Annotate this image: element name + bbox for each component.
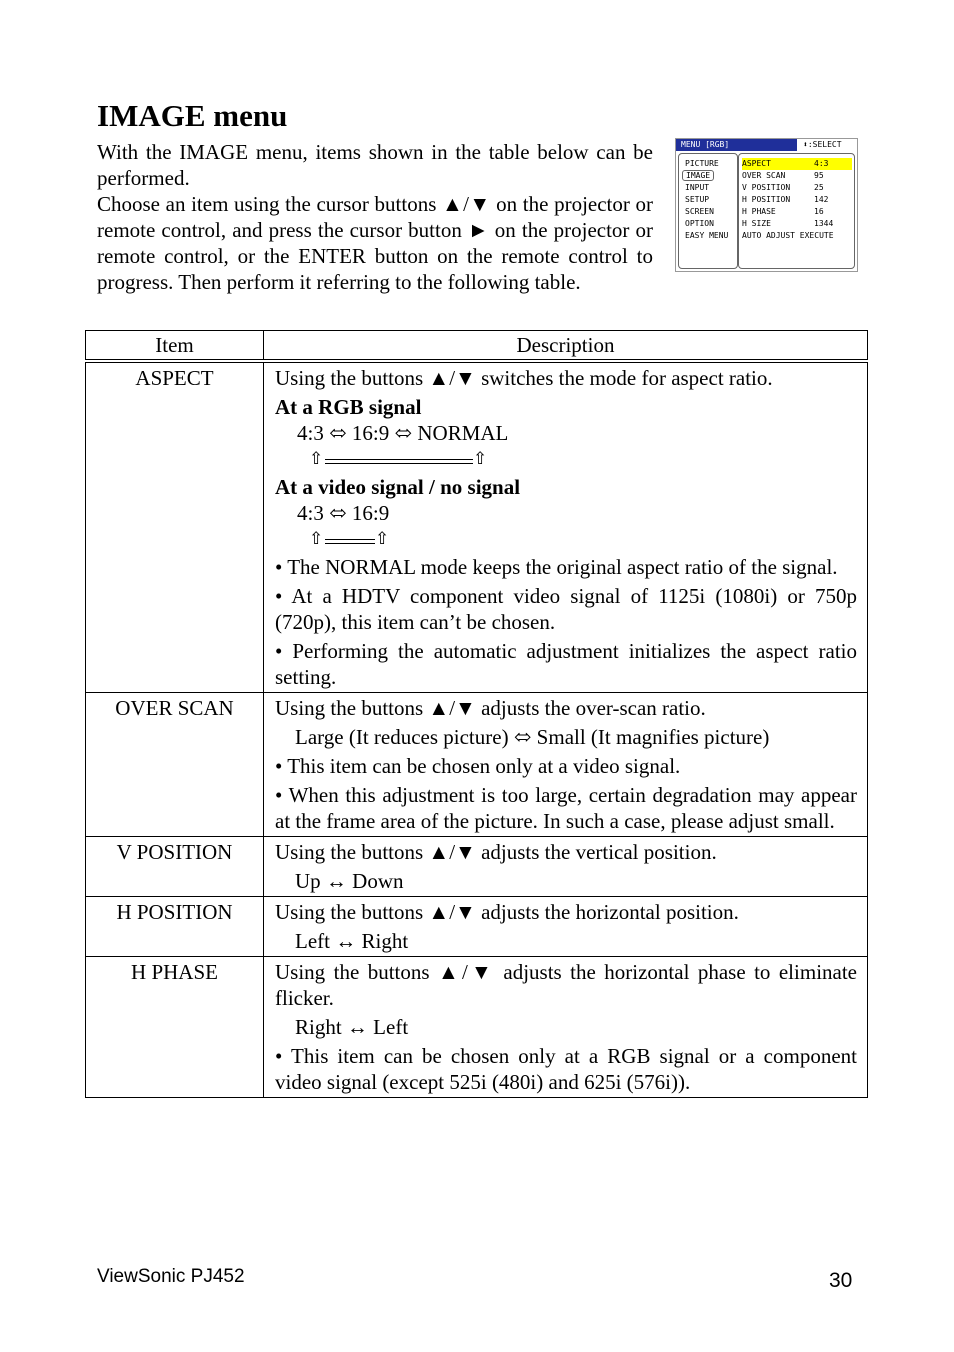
osd-menu-screenshot <box>675 138 858 272</box>
item-name: H PHASE <box>86 957 264 1098</box>
column-header-item: Item <box>86 331 264 362</box>
select-arrows-icon: ⬍ <box>803 140 808 149</box>
item-name: H POSITION <box>86 897 264 957</box>
osd-menu-item: SETUP <box>685 195 710 204</box>
intro-paragraph: With the IMAGE menu, items shown in the table below can be performed. <box>97 140 653 190</box>
desc-range: Left ↔ Right <box>295 929 409 953</box>
intro-text <box>97 139 653 295</box>
desc-note: • At a HDTV component video signal of 1125i (1080i) or 750p (720p), this item can’t be chosen. <box>275 584 857 634</box>
item-description <box>264 693 868 837</box>
video-mode-cycle: 4:3 ⬄ 16:9 <box>297 501 390 525</box>
osd-sub-menu <box>738 153 855 269</box>
item-description <box>264 361 868 693</box>
desc-range: Right ↔ Left <box>295 1015 409 1039</box>
desc-line: Using the buttons ▲/▼ adjusts the horizontal phase to eliminate flicker. <box>275 960 857 1010</box>
page-number: 30 <box>829 1269 853 1292</box>
up-arrow-icon: ⇧ <box>473 449 488 469</box>
desc-note: • The NORMAL mode keeps the original aspect ratio of the signal. <box>275 555 838 579</box>
page-title: IMAGE menu <box>97 98 288 133</box>
desc-note: • Performing the automatic adjustment initializes the aspect ratio setting. <box>275 639 857 689</box>
osd-header-title: MENU [RGB] <box>681 140 730 149</box>
table-row-h-position <box>86 897 868 957</box>
osd-main-menu <box>678 153 738 269</box>
osd-menu-item: EASY MENU <box>685 231 729 240</box>
item-name: ASPECT <box>86 361 264 693</box>
table-row-v-position <box>86 837 868 897</box>
desc-note: • When this adjustment is too large, certain degradation may appear at the frame area of the picture. In such a case, please adjust small. <box>275 783 857 833</box>
osd-sub-item: V POSITION 25 <box>742 183 824 192</box>
osd-sub-item: H PHASE 16 <box>742 207 824 216</box>
item-name: OVER SCAN <box>86 693 264 837</box>
item-description <box>264 897 868 957</box>
item-name: V POSITION <box>86 837 264 897</box>
desc-note: • This item can be chosen only at a RGB signal or a component video signal (except 525i (480i) and 625i (576i)). <box>275 1044 857 1094</box>
video-signal-heading: At a video signal / no signal <box>275 475 521 499</box>
item-description <box>264 837 868 897</box>
desc-line: Using the buttons ▲/▼ switches the mode for aspect ratio. <box>275 366 773 390</box>
osd-menu-item-selected: IMAGE <box>682 170 714 181</box>
desc-line: Using the buttons ▲/▼ adjusts the over-scan ratio. <box>275 696 706 720</box>
osd-header-bar <box>676 139 857 151</box>
rgb-cycle-return-arrow <box>275 446 857 472</box>
column-header-description: Description <box>264 331 868 362</box>
rgb-mode-cycle: 4:3 ⬄ 16:9 ⬄ NORMAL <box>297 421 509 445</box>
osd-sub-item: AUTO ADJUST EXECUTE <box>742 231 834 240</box>
footer-product-name: ViewSonic PJ452 <box>97 1266 245 1287</box>
table-row-aspect <box>86 361 868 693</box>
osd-sub-item: H SIZE 1344 <box>742 219 834 228</box>
osd-sub-item: H POSITION 142 <box>742 195 829 204</box>
item-description <box>264 957 868 1098</box>
desc-note: • This item can be chosen only at a video signal. <box>275 754 681 778</box>
osd-sub-item: OVER SCAN 95 <box>742 171 824 180</box>
desc-range: Large (It reduces picture) ⬄ Small (It magnifies picture) <box>295 725 770 749</box>
video-cycle-return-arrow <box>275 526 857 552</box>
table-row-over-scan <box>86 693 868 837</box>
osd-menu-item: SCREEN <box>685 207 714 216</box>
osd-sub-item-selected: ASPECT 4:3 <box>742 158 852 170</box>
desc-line: Using the buttons ▲/▼ adjusts the horizontal position. <box>275 900 739 924</box>
up-arrow-icon: ⇧ <box>309 449 324 469</box>
osd-header-select: ⬍:SELECT <box>797 139 857 151</box>
osd-menu-item: INPUT <box>685 183 710 192</box>
intro-paragraph: Choose an item using the cursor buttons ▲/▼ on the projector or remote control, and press the cursor button ► on the projector or remote control, or the ENTER button on the remote control to progress. Then perform it referring to the following table. <box>97 192 653 294</box>
osd-menu-item: OPTION <box>685 219 714 228</box>
image-menu-table <box>85 330 868 1098</box>
desc-line: Using the buttons ▲/▼ adjusts the vertical position. <box>275 840 717 864</box>
osd-menu-item: PICTURE <box>685 159 719 168</box>
up-arrow-icon: ⇧ <box>375 529 390 549</box>
desc-range: Up ↔ Down <box>295 869 404 893</box>
table-row-h-phase <box>86 957 868 1098</box>
rgb-signal-heading: At a RGB signal <box>275 395 422 419</box>
table-header-row <box>86 331 868 362</box>
up-arrow-icon: ⇧ <box>309 529 324 549</box>
